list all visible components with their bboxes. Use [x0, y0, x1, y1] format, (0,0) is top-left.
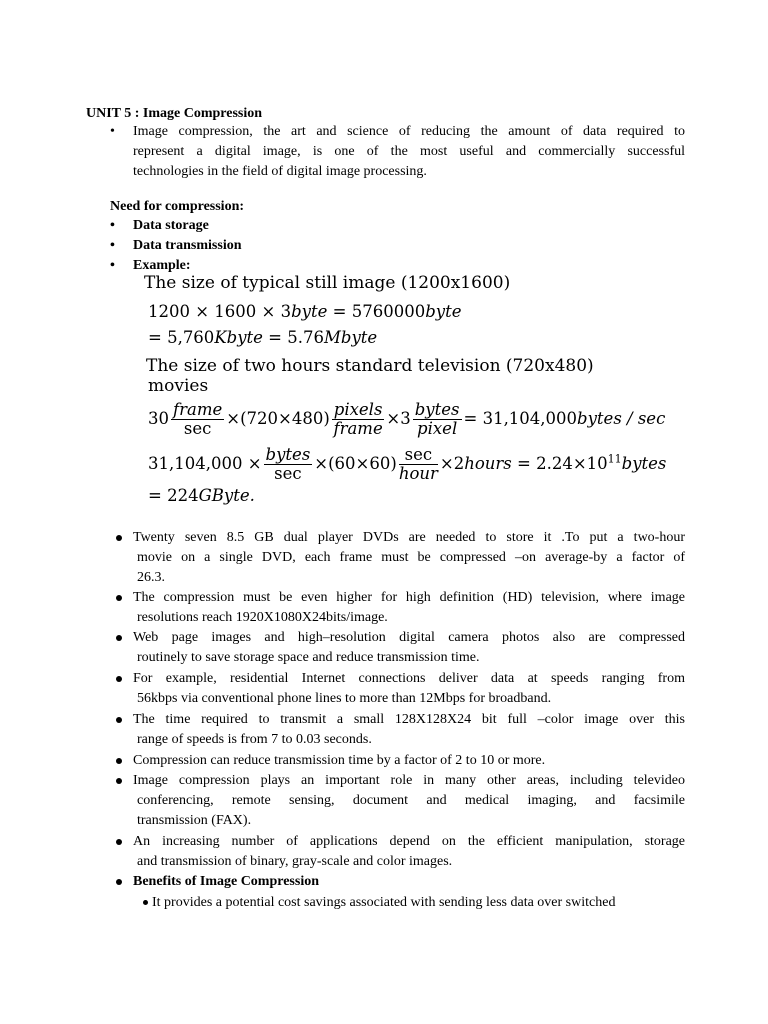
bullet-8-line-2: and transmission of binary, gray-scale and color images.: [137, 854, 453, 869]
example-equation-total: 31,104,000 × $\frac{\text{bytes}}{\sec}$ ×(60×60) $\frac{\sec}{\text{hour}}$ ×2hours = $2.24\times 10^{11}bytes$: [148, 445, 667, 483]
need-item-example: Example:: [133, 258, 191, 273]
bullet-2-line-2: resolutions reach 1920X1080X24bits/image.: [137, 610, 388, 625]
example-line-still-result: = 5,760Kbyte = 5.76Mbyte: [148, 328, 378, 347]
bullet-7-line-2: conferencing, remote sensing, document and medical imaging, and facsimile: [137, 793, 685, 808]
intro-line-3: technologies in the field of digital image processing.: [133, 164, 427, 179]
fraction-pixels-frame: $\frac{\text{pixels}}{\text{frame}}$: [333, 400, 383, 438]
fraction-sec-hour: $\frac{\sec}{\text{hour}}$: [398, 445, 438, 483]
need-bullet-2: •: [110, 238, 115, 253]
bullet-dot: [116, 839, 122, 845]
bullet-7-line-3: transmission (FAX).: [137, 813, 252, 828]
example-equation-rate: 30 $\frac{\text{frame}}{\sec}$ ×(720×480) $\frac{\text{pixels}}{\text{frame}}$ ×3 $\frac{\text{bytes}}{\text{pixel}}$ = 31,104,000bytes / sec: [148, 400, 666, 438]
benefit-item-1: It provides a potential cost savings associated with sending less data over switched: [152, 895, 616, 910]
bullet-4-line-1: For example, residential Internet connections deliver data at speeds ranging from: [133, 671, 685, 686]
bullet-7-line-1: Image compression plays an important role in many other areas, including televideo: [133, 773, 685, 788]
fraction-frame-sec: $\frac{\text{frame}}{\sec}$: [173, 400, 223, 438]
bullet-dot: [116, 595, 122, 601]
bullet-5-line-1: The time required to transmit a small 128X128X24 bit full –color image over this: [133, 712, 685, 727]
need-bullet-3: •: [110, 258, 115, 273]
need-item-data-storage: Data storage: [133, 218, 209, 233]
intro-line-1: Image compression, the art and science of reducing the amount of data required to: [133, 124, 685, 139]
fraction-bytes-sec: $\frac{\text{bytes}}{\sec}$: [265, 445, 311, 483]
bullet-dot: [116, 717, 122, 723]
bullet-dot: [116, 778, 122, 784]
intro-bullet-marker: •: [110, 124, 115, 139]
example-line-still-calc: 1200 × 1600 × 3byte = 5760000byte: [148, 302, 462, 321]
example-line-movies: movies: [148, 376, 209, 396]
need-bullet-1: •: [110, 218, 115, 233]
benefits-heading: Benefits of Image Compression: [133, 874, 320, 889]
fraction-bytes-pixel: $\frac{\text{bytes}}{\text{pixel}}$: [414, 400, 460, 438]
bullet-6-line-1: Compression can reduce transmission time by a factor of 2 to 10 or more.: [133, 753, 546, 768]
bullet-2-line-1: The compression must be even higher for high definition (HD) television, where image: [133, 590, 685, 605]
page-title: UNIT 5 : Image Compression: [86, 106, 263, 121]
benefits-bullet-dot: [116, 879, 122, 885]
bullet-dot: [116, 535, 122, 541]
intro-line-2: represent a digital image, is one of the most useful and commercially successful: [133, 144, 685, 159]
bullet-1-line-1: Twenty seven 8.5 GB dual player DVDs are needed to store it .To put a two-hour: [133, 530, 685, 545]
benefit-sub-dot: [143, 900, 148, 905]
example-line-tv: The size of two hours standard television (720x480): [146, 356, 594, 376]
example-line-still-image: The size of typical still image (1200x1600): [144, 273, 511, 293]
bullet-dot: [116, 635, 122, 641]
bullet-3-line-1: Web page images and high–resolution digital camera photos also are compressed: [133, 630, 685, 645]
example-line-gbyte: = 224GByte.: [148, 486, 255, 505]
bullet-dot: [116, 758, 122, 764]
need-item-data-transmission: Data transmission: [133, 238, 242, 253]
bullet-8-line-1: An increasing number of applications depend on the efficient manipulation, storage: [133, 834, 685, 849]
bullet-dot: [116, 676, 122, 682]
need-heading: Need for compression:: [110, 199, 245, 214]
bullet-4-line-2: 56kbps via conventional phone lines to more than 12Mbps for broadband.: [137, 691, 552, 706]
bullet-5-line-2: range of speeds is from 7 to 0.03 seconds.: [137, 732, 372, 747]
bullet-1-line-2: movie on a single DVD, each frame must be compressed –on average-by a factor of: [137, 550, 685, 565]
bullet-1-line-3: 26.3.: [137, 570, 165, 585]
bullet-3-line-2: routinely to save storage space and reduce transmission time.: [137, 650, 480, 665]
